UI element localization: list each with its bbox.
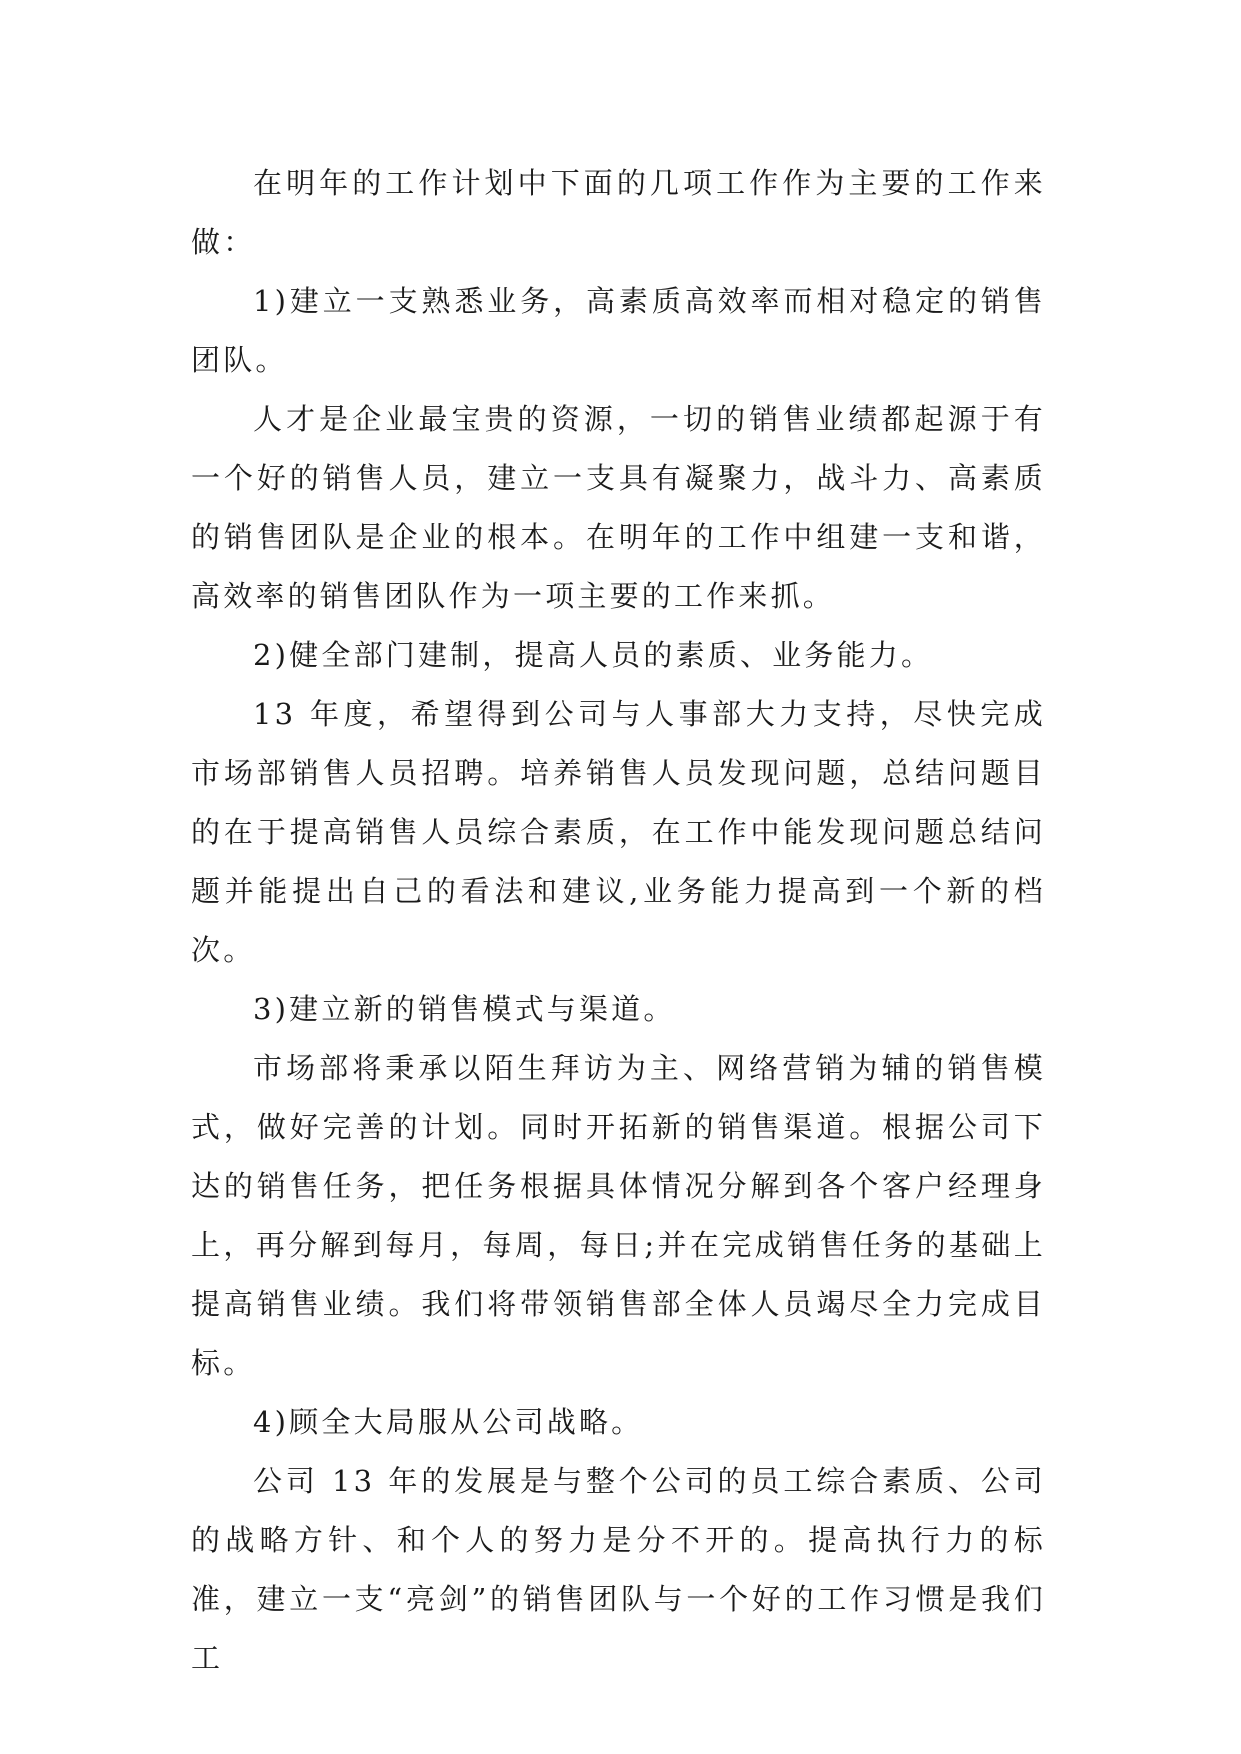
document-body (191, 154, 1046, 1688)
heading-item-3: 3)建立新的销售模式与渠道。 (253, 992, 676, 1026)
paragraph-item-2-detail: 13 年度，希望得到公司与人事部大力支持，尽快完成市场部销售人员招聘。培养销售人员发现问题，总结问题目的在于提高销售人员综合素质，在工作中能发现问题总结问题并能提出自己的看法和建议,业务能力提高到一个新的档次。 (191, 697, 1046, 967)
paragraph-item-3-detail: 市场部将秉承以陌生拜访为主、网络营销为辅的销售模式，做好完善的计划。同时开拓新的销售渠道。根据公司下达的销售任务，把任务根据具体情况分解到各个客户经理身上，再分解到每月，每周，每日;并在完成销售任务的基础上提高销售业绩。我们将带领销售部全体人员竭尽全力完成目标。 (191, 1051, 1046, 1380)
paragraph-intro: 在明年的工作计划中下面的几项工作作为主要的工作来做： (191, 166, 1046, 259)
paragraph-item-1-detail: 人才是企业最宝贵的资源，一切的销售业绩都起源于有一个好的销售人员，建立一支具有凝聚力，战斗力、高素质的销售团队是企业的根本。在明年的工作中组建一支和谐，高效率的销售团队作为一项主要的工作来抓。 (191, 402, 1046, 613)
heading-item-1: 1)建立一支熟悉业务，高素质高效率而相对稳定的销售团队。 (191, 284, 1046, 377)
heading-item-2: 2)健全部门建制，提高人员的素质、业务能力。 (253, 638, 934, 672)
paragraph-item-4-detail: 公司 13 年的发展是与整个公司的员工综合素质、公司的战略方针、和个人的努力是分不开的。提高执行力的标准，建立一支“亮剑”的销售团队与一个好的工作习惯是我们工 (191, 1464, 1046, 1675)
heading-item-4: 4)顾全大局服从公司战略。 (253, 1405, 644, 1439)
